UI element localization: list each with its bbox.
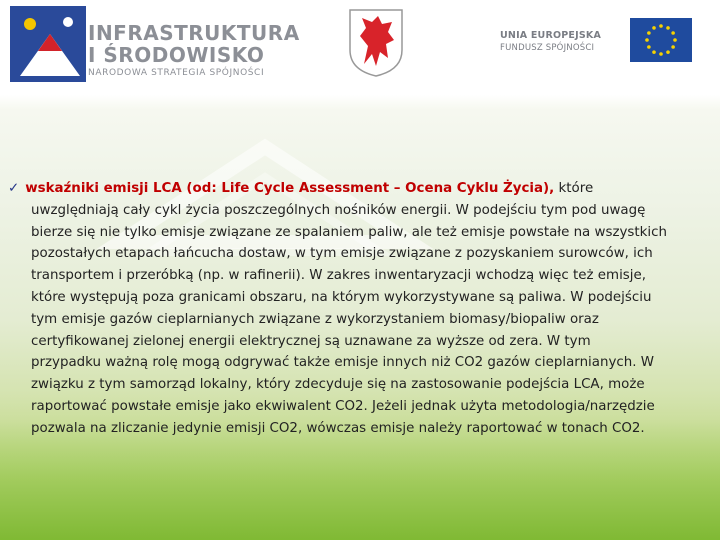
header — [0, 0, 720, 92]
bullet-lead — [8, 178, 716, 200]
body-line: związku z tym samorząd lokalny, który zdecyduje się na zastosowanie podejścia LCA, może — [31, 377, 645, 393]
eu-star — [652, 26, 656, 30]
bullet-lead-rest: które — [558, 181, 594, 196]
griffin-crest-icon — [346, 6, 406, 78]
brand-title-line2: I ŚRODOWISKO — [88, 43, 265, 67]
eu-star — [666, 26, 670, 30]
fund-name: FUNDUSZ SPÓJNOŚCI — [500, 43, 595, 53]
body-line: uwzględniają cały cykl życia poszczególnych nośników energii. W podejściu tym pod uwagę — [31, 202, 646, 218]
eu-star — [659, 52, 663, 56]
body-line: które występują poza granicami obszaru, na którym wykorzystywane są paliwa. W podejściu — [31, 289, 652, 305]
body-line: transportem i przeróbką (np. w rafinerii). W zakres inwentaryzacji wchodzą więc też emisje, — [31, 268, 646, 284]
body-line: przypadku ważną rolę mogą odgrywać także emisje innych niż CO2 gazów cieplarnianych. W — [31, 355, 654, 371]
eu-star — [647, 45, 651, 49]
body-line: raportować powstałe emisje jako ekwiwalent CO2. Jeżeli jednak użyta metodologia/narzędzie — [31, 398, 655, 414]
eu-star — [645, 38, 649, 42]
body-line: certyfikowanej zielonej energii elektrycznej są uznawane za wyższe od zera. W tym — [31, 333, 591, 349]
body-line: bierze się nie tylko emisje związane ze spalaniem paliw, ale też emisje powstałe na wszystkich — [31, 224, 667, 240]
brand-title-line1: INFRASTRUKTURA — [88, 21, 300, 45]
eu-label — [500, 30, 601, 53]
eu-star — [671, 45, 675, 49]
content — [8, 178, 716, 440]
brand — [88, 22, 300, 78]
bullet-term: wskaźniki emisji LCA (od: Life Cycle Assessment – Ocena Cyklu Życia), — [25, 181, 555, 196]
eu-star — [666, 50, 670, 54]
eu-star — [659, 24, 663, 28]
body-line: tym emisje gazów cieplarnianych związane z wykorzystaniem biomasy/biopaliw oraz — [31, 311, 599, 327]
body-line: pozostałych etapach łańcucha dostaw, w tym emisje związane z pozyskaniem surowców, ich — [31, 246, 653, 262]
eu-star — [671, 31, 675, 35]
eu-flag-icon — [630, 18, 692, 62]
eu-star — [673, 38, 677, 42]
checkmark-icon: ✓ — [8, 181, 20, 196]
eu-star — [652, 50, 656, 54]
eu-name: UNIA EUROPEJSKA — [500, 30, 601, 41]
body-line: pozwala na zliczanie jedynie emisji CO2, wówczas emisje należy raportować w tonach CO2. — [31, 420, 645, 436]
brand-subtitle: NARODOWA STRATEGIA SPÓJNOŚCI — [88, 68, 265, 78]
bullet-body — [8, 200, 717, 440]
infrastruktura-logo-icon — [10, 6, 86, 82]
eu-star — [647, 31, 651, 35]
